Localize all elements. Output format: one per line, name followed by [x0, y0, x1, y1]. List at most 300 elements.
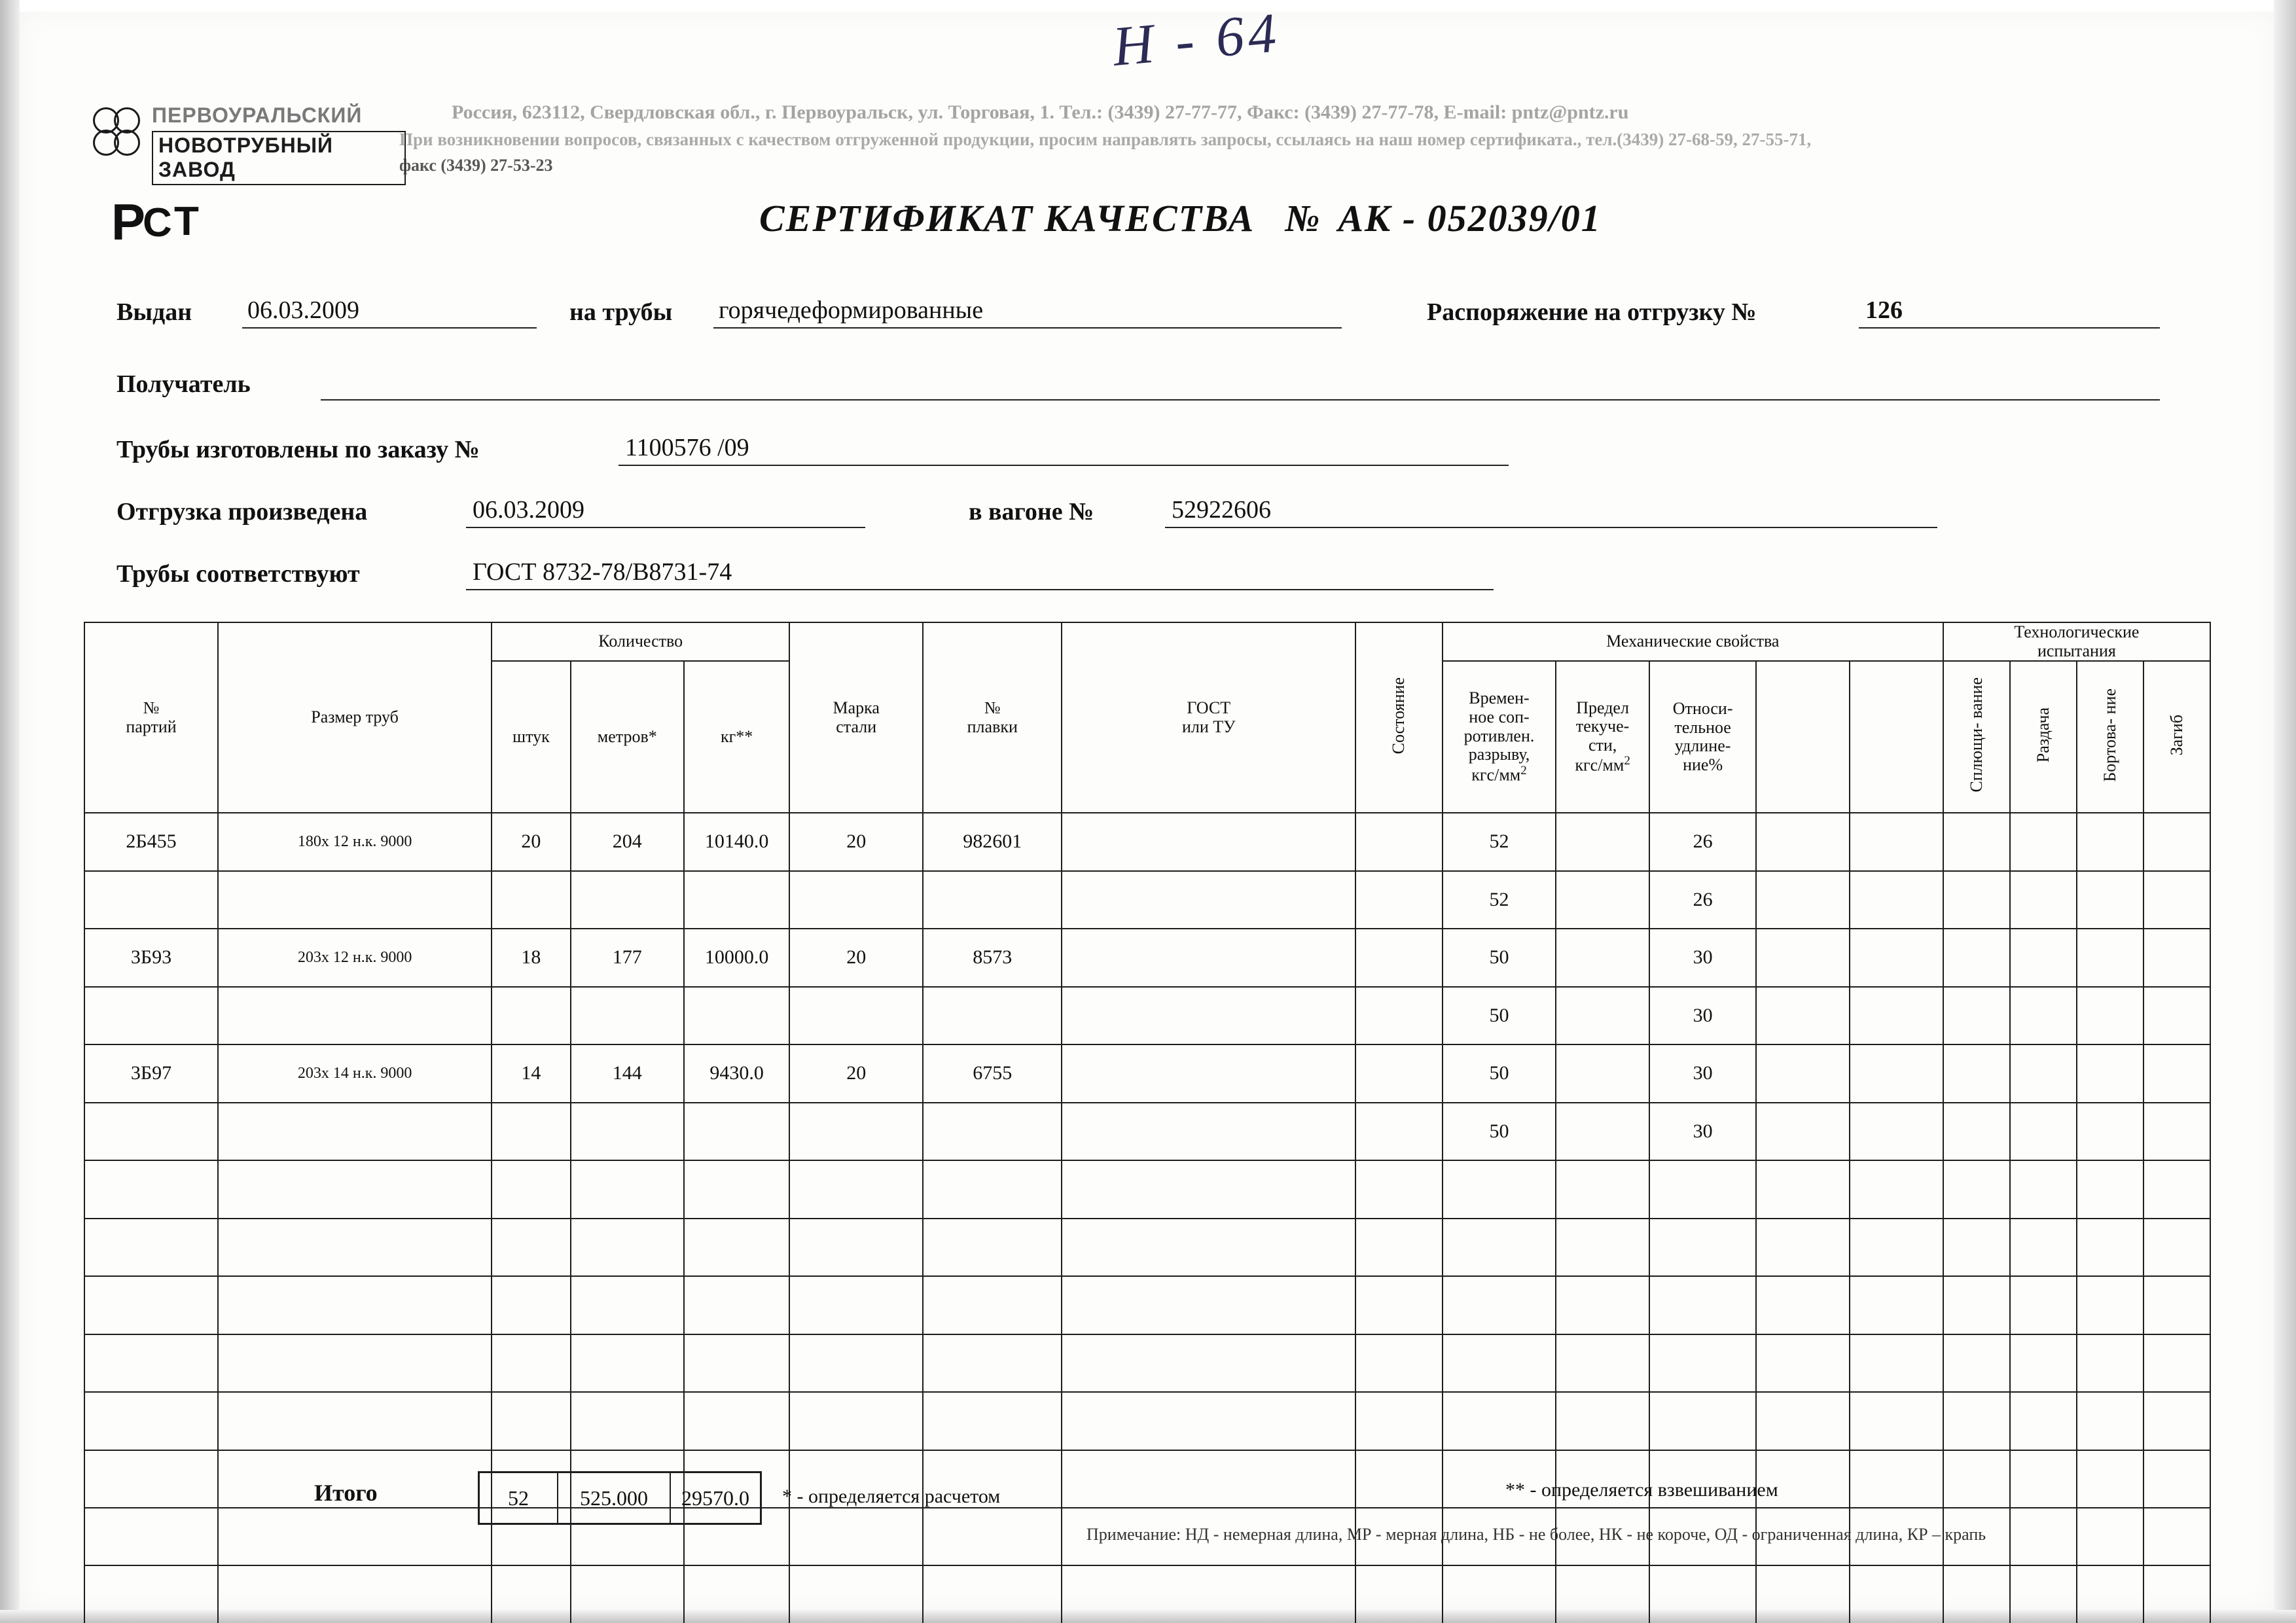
- cell-elongation: [1649, 1565, 1756, 1623]
- cell-meters: [571, 1103, 684, 1160]
- cell-size: 203х 12 н.к. 9000: [218, 929, 492, 986]
- cell-elongation: [1649, 1160, 1756, 1218]
- pipe-data-table: [84, 622, 2211, 1623]
- cell-size: [218, 1508, 492, 1565]
- cell-flattening: [1943, 1103, 2010, 1160]
- cell-kg: [684, 871, 789, 929]
- cell-size: [218, 1565, 492, 1623]
- cell-gost: [1062, 1392, 1355, 1450]
- cell-pieces: 20: [492, 813, 570, 870]
- table-row: [84, 1044, 2210, 1102]
- cell-flattening: [1943, 1276, 2010, 1334]
- cell-expanding: [2010, 1044, 2077, 1102]
- cell-heat-no: [923, 1565, 1062, 1623]
- th-mech-blank-2: [1850, 661, 1943, 813]
- th-flanging: [2077, 661, 2144, 813]
- cell-gost: [1062, 929, 1355, 986]
- cell-meters: [571, 1219, 684, 1276]
- cell-elongation: [1649, 1219, 1756, 1276]
- cell-steel-grade: [789, 1160, 923, 1218]
- cell-state: [1355, 1160, 1443, 1218]
- th-state: [1355, 622, 1443, 813]
- th-mech-blank-1: [1756, 661, 1850, 813]
- cell-pieces: 18: [492, 929, 570, 986]
- totals-kg: 29570.0: [681, 1486, 749, 1510]
- cell-elongation: 30: [1649, 987, 1756, 1044]
- cell-kg: [684, 1565, 789, 1623]
- cell-flattening: [1943, 1565, 2010, 1623]
- th-heat-no: [923, 622, 1062, 813]
- table-row: [84, 871, 2210, 929]
- cell-bending: [2144, 1103, 2210, 1160]
- cell-expanding: [2010, 1565, 2077, 1623]
- th-steel-grade-l1: Марка: [833, 698, 880, 717]
- cell-steel-grade: 20: [789, 1044, 923, 1102]
- cell-flattening: [1943, 1392, 2010, 1450]
- cell-state: [1355, 1334, 1443, 1392]
- cell-expanding: [2010, 929, 2077, 986]
- cell-pieces: [492, 1565, 570, 1623]
- cell-mech-blank-2: [1850, 1044, 1943, 1102]
- cell-expanding: [2010, 1276, 2077, 1334]
- table-body: [84, 813, 2210, 1623]
- company-logo: [92, 103, 406, 181]
- shipping-order-value: 126: [1865, 296, 1903, 324]
- th-flattening: [1943, 661, 2010, 813]
- cell-flattening: [1943, 871, 2010, 929]
- th-yield-l2: текуче-: [1575, 717, 1630, 736]
- cell-yield: [1556, 929, 1649, 986]
- cell-pieces: [492, 1276, 570, 1334]
- totals-box: [478, 1471, 762, 1525]
- table-row: [84, 1450, 2210, 1508]
- cell-elongation: [1649, 1392, 1756, 1450]
- cell-state: [1355, 1276, 1443, 1334]
- cell-heat-no: [923, 1392, 1062, 1450]
- cell-party-no: [84, 987, 218, 1044]
- cell-steel-grade: [789, 1334, 923, 1392]
- th-elong-l2: тельное: [1674, 717, 1731, 737]
- cell-expanding: [2010, 1103, 2077, 1160]
- table-row: [84, 1219, 2210, 1276]
- th-tensile-l4: разрыву,: [1468, 745, 1530, 764]
- cell-mech-blank-1: [1756, 987, 1850, 1044]
- cell-meters: [571, 1160, 684, 1218]
- cell-pieces: [492, 1160, 570, 1218]
- rst-letter-p: Р: [111, 193, 146, 251]
- table-row: [84, 1276, 2210, 1334]
- cell-mech-blank-2: [1850, 1392, 1943, 1450]
- cell-flanging: [2077, 1103, 2144, 1160]
- cell-bending: [2144, 1392, 2210, 1450]
- th-state-label: Состояние: [1389, 677, 1408, 754]
- cell-bending: [2144, 871, 2210, 929]
- cell-yield: [1556, 1276, 1649, 1334]
- cell-mech-blank-1: [1756, 1044, 1850, 1102]
- th-party-no-l2: партий: [126, 717, 177, 736]
- cell-pieces: [492, 871, 570, 929]
- cell-bending: [2144, 813, 2210, 870]
- cell-meters: [571, 871, 684, 929]
- cell-meters: [571, 1392, 684, 1450]
- table-row: [84, 813, 2210, 870]
- cell-meters: [571, 1565, 684, 1623]
- cell-state: [1355, 1103, 1443, 1160]
- cell-party-no: [84, 1276, 218, 1334]
- logo-circles-icon: [92, 107, 145, 160]
- th-tech-tests-l2: испытания: [2037, 641, 2116, 660]
- cell-mech-blank-1: [1756, 1219, 1850, 1276]
- wagon-value: 52922606: [1172, 496, 1271, 524]
- cell-mech-blank-1: [1756, 1103, 1850, 1160]
- cell-expanding: [2010, 1450, 2077, 1508]
- title-text: СЕРТИФИКАТ КАЧЕСТВА: [759, 197, 1255, 240]
- logo-line-2: НОВОТРУБНЫЙ ЗАВОД: [152, 131, 406, 185]
- th-party-no-l1: №: [143, 698, 160, 717]
- th-flatten-l1: Сплющи-: [1966, 722, 1986, 793]
- cell-state: [1355, 929, 1443, 986]
- cell-bending: [2144, 1219, 2210, 1276]
- th-elongation: [1649, 661, 1756, 813]
- cell-gost: [1062, 1044, 1355, 1102]
- cell-tensile: 50: [1443, 929, 1556, 986]
- table-row: [84, 1160, 2210, 1218]
- th-flatten-l2: вание: [1966, 677, 1986, 719]
- pipes-value: горячедеформированные: [719, 296, 984, 324]
- cell-steel-grade: [789, 1565, 923, 1623]
- wagon-rule: [1165, 527, 1937, 528]
- cell-bending: [2144, 929, 2210, 986]
- th-tensile-l3: ротивлен.: [1463, 726, 1535, 745]
- page-title: [759, 196, 1602, 240]
- cell-yield: [1556, 987, 1649, 1044]
- cell-heat-no: [923, 1276, 1062, 1334]
- footnote-single-star: * - определяется расчетом: [782, 1486, 1001, 1507]
- cell-steel-grade: [789, 1276, 923, 1334]
- cell-pieces: [492, 1103, 570, 1160]
- cell-meters: [571, 1276, 684, 1334]
- cell-expanding: [2010, 813, 2077, 870]
- th-bending: [2144, 661, 2210, 813]
- cell-yield: [1556, 1103, 1649, 1160]
- cell-size: [218, 987, 492, 1044]
- cell-kg: [684, 1160, 789, 1218]
- conformance-value: ГОСТ 8732-78/В8731-74: [473, 558, 732, 586]
- issued-value: 06.03.2009: [247, 296, 359, 324]
- cell-flattening: [1943, 813, 2010, 870]
- cell-heat-no: [923, 987, 1062, 1044]
- cell-kg: [684, 1276, 789, 1334]
- cell-state: [1355, 871, 1443, 929]
- th-bend-label: Загиб: [2166, 714, 2186, 756]
- cell-tensile: [1443, 1334, 1556, 1392]
- cell-gost: [1062, 1160, 1355, 1218]
- cell-size: 203х 14 н.к. 9000: [218, 1044, 492, 1102]
- cell-flanging: [2077, 1508, 2144, 1565]
- cell-gost: [1062, 1334, 1355, 1392]
- th-steel-grade-l2: стали: [836, 717, 877, 736]
- cell-party-no: [84, 1508, 218, 1565]
- cell-flanging: [2077, 871, 2144, 929]
- pipes-rule: [713, 327, 1342, 329]
- th-gost: [1062, 622, 1355, 813]
- footnote-note: Примечание: НД - немерная длина, МР - мерная длина, НБ - не более, НК - не короче, ОД - ограниченная длина, КР – крапь: [1086, 1525, 1986, 1544]
- cell-meters: 204: [571, 813, 684, 870]
- totals-label: Итого: [314, 1480, 378, 1506]
- cell-yield: [1556, 1219, 1649, 1276]
- cell-mech-blank-1: [1756, 929, 1850, 986]
- th-tech-tests-l1: Технологические: [2014, 622, 2140, 641]
- cell-expanding: [2010, 1334, 2077, 1392]
- cell-gost: [1062, 1103, 1355, 1160]
- cell-mech-blank-2: [1850, 1450, 1943, 1508]
- cell-flattening: [1943, 987, 2010, 1044]
- cell-pieces: [492, 1392, 570, 1450]
- cell-heat-no: [923, 1219, 1062, 1276]
- cell-mech-blank-2: [1850, 987, 1943, 1044]
- cell-expanding: [2010, 1508, 2077, 1565]
- cell-flattening: [1943, 1334, 2010, 1392]
- cell-flanging: [2077, 1219, 2144, 1276]
- cell-state: [1355, 1044, 1443, 1102]
- cell-steel-grade: [789, 871, 923, 929]
- rst-letter-c: С: [143, 200, 172, 245]
- issued-rule: [242, 327, 537, 329]
- cell-meters: [571, 987, 684, 1044]
- th-yield-l4-wrap: [1556, 755, 1649, 775]
- scan-edge-right: [2274, 0, 2296, 1623]
- cell-kg: 10000.0: [684, 929, 789, 986]
- shipping-order-label: Распоряжение на отгрузку №: [1427, 298, 1757, 326]
- cell-elongation: 30: [1649, 1044, 1756, 1102]
- cell-flattening: [1943, 1219, 2010, 1276]
- rst-certification-mark-icon: [111, 193, 209, 255]
- handwritten-annotation: Н - 64: [1110, 1, 1283, 78]
- cell-elongation: 26: [1649, 871, 1756, 929]
- cell-mech-blank-2: [1850, 871, 1943, 929]
- shipping-order-rule: [1859, 327, 2160, 329]
- cell-bending: [2144, 1160, 2210, 1218]
- cell-gost: [1062, 813, 1355, 870]
- cell-bending: [2144, 1508, 2210, 1565]
- totals-meters: 525.000: [558, 1473, 671, 1523]
- receiver-rule: [321, 399, 2160, 401]
- cell-heat-no: [923, 1508, 1062, 1565]
- th-tensile-l5: кгс/мм: [1471, 765, 1521, 785]
- cell-bending: [2144, 1334, 2210, 1392]
- cell-party-no: [84, 1334, 218, 1392]
- cell-state: [1355, 1450, 1443, 1508]
- cell-party-no: [84, 871, 218, 929]
- cell-party-no: [84, 1565, 218, 1623]
- cell-party-no: [84, 1392, 218, 1450]
- cell-pieces: 14: [492, 1044, 570, 1102]
- cell-flanging: [2077, 1276, 2144, 1334]
- table-row: [84, 1334, 2210, 1392]
- cell-heat-no: 6755: [923, 1044, 1062, 1102]
- issued-label: Выдан: [117, 298, 192, 326]
- cell-flanging: [2077, 1392, 2144, 1450]
- cell-gost: [1062, 871, 1355, 929]
- cell-party-no: [84, 1160, 218, 1218]
- cell-heat-no: [923, 1103, 1062, 1160]
- certificate-number: АК - 052039/01: [1338, 197, 1602, 240]
- footnote-double-star: ** - определяется взвешиванием: [1505, 1479, 1778, 1501]
- order-number-value: 1100576 /09: [625, 434, 749, 461]
- cell-elongation: 30: [1649, 1103, 1756, 1160]
- cell-yield: [1556, 1044, 1649, 1102]
- cell-kg: 10140.0: [684, 813, 789, 870]
- th-meters: метров*: [571, 661, 684, 813]
- th-tensile-l2: ное соп-: [1469, 707, 1530, 726]
- cell-size: [218, 1219, 492, 1276]
- scan-edge-left: [0, 0, 20, 1623]
- cell-tensile: [1443, 1276, 1556, 1334]
- th-yield-l1: Предел: [1576, 698, 1629, 717]
- cell-tensile: 50: [1443, 1044, 1556, 1102]
- cell-pieces: [492, 1219, 570, 1276]
- cell-tensile: 50: [1443, 987, 1556, 1044]
- cell-flanging: [2077, 1450, 2144, 1508]
- th-tensile-strength: [1443, 661, 1556, 813]
- cell-expanding: [2010, 987, 2077, 1044]
- th-tensile-l1: Времен-: [1469, 688, 1530, 708]
- cell-gost: [1062, 1565, 1355, 1623]
- cell-mech-blank-2: [1850, 1334, 1943, 1392]
- th-yield-sup: 2: [1624, 754, 1630, 768]
- cell-party-no: [84, 1450, 218, 1508]
- cell-elongation: [1649, 1334, 1756, 1392]
- cell-mech-blank-1: [1756, 1565, 1850, 1623]
- cell-steel-grade: [789, 1103, 923, 1160]
- conformance-rule: [466, 589, 1494, 590]
- cell-party-no: 2Б455: [84, 813, 218, 870]
- cell-yield: [1556, 1565, 1649, 1623]
- th-pieces: штук: [492, 661, 570, 813]
- th-flange-l2: ние: [2100, 688, 2119, 714]
- cell-heat-no: [923, 1334, 1062, 1392]
- cell-bending: [2144, 987, 2210, 1044]
- cell-mech-blank-2: [1850, 1219, 1943, 1276]
- cell-pieces: [492, 987, 570, 1044]
- cell-party-no: 3Б97: [84, 1044, 218, 1102]
- cell-size: [218, 1160, 492, 1218]
- cell-yield: [1556, 813, 1649, 870]
- cell-tensile: [1443, 1219, 1556, 1276]
- th-flange-l1: Бортова-: [2100, 718, 2119, 782]
- cell-heat-no: [923, 871, 1062, 929]
- cell-flanging: [2077, 1044, 2144, 1102]
- pipes-label: на трубы: [569, 298, 673, 326]
- wagon-label: в вагоне №: [969, 498, 1094, 526]
- th-mech-props: Механические свойства: [1443, 622, 1943, 661]
- cell-steel-grade: [789, 1219, 923, 1276]
- receiver-label: Получатель: [117, 370, 251, 398]
- cell-mech-blank-1: [1756, 1392, 1850, 1450]
- cell-yield: [1556, 1392, 1649, 1450]
- cell-gost: [1062, 987, 1355, 1044]
- cell-steel-grade: [789, 1508, 923, 1565]
- th-steel-grade: [789, 622, 923, 813]
- cell-kg: [684, 1103, 789, 1160]
- table-row: [84, 987, 2210, 1044]
- th-size: Размер труб: [218, 622, 492, 813]
- cell-flanging: [2077, 1565, 2144, 1623]
- order-number-label: Трубы изготовлены по заказу №: [117, 436, 480, 463]
- cell-state: [1355, 987, 1443, 1044]
- cell-steel-grade: [789, 1392, 923, 1450]
- th-kg: кг**: [684, 661, 789, 813]
- th-party-no: [84, 622, 218, 813]
- cell-size: [218, 871, 492, 929]
- cell-flanging: [2077, 813, 2144, 870]
- table-row: [84, 929, 2210, 986]
- cell-yield: [1556, 1334, 1649, 1392]
- cell-flattening: [1943, 1160, 2010, 1218]
- cell-size: [218, 1276, 492, 1334]
- cell-size: [218, 1103, 492, 1160]
- cell-flattening: [1943, 1044, 2010, 1102]
- cell-bending: [2144, 1044, 2210, 1102]
- cell-flanging: [2077, 1160, 2144, 1218]
- cell-mech-blank-2: [1850, 929, 1943, 986]
- cell-mech-blank-2: [1850, 1565, 1943, 1623]
- cell-mech-blank-1: [1756, 1334, 1850, 1392]
- cell-elongation: [1649, 1276, 1756, 1334]
- cell-state: [1355, 1565, 1443, 1623]
- cell-steel-grade: [789, 987, 923, 1044]
- th-elong-l3: удлине-: [1674, 736, 1731, 756]
- cell-flattening: [1943, 1450, 2010, 1508]
- cell-state: [1355, 1392, 1443, 1450]
- cell-meters: 177: [571, 929, 684, 986]
- table-row: [84, 1103, 2210, 1160]
- th-quantity: Количество: [492, 622, 789, 661]
- th-tech-tests: [1943, 622, 2210, 661]
- cell-party-no: [84, 1103, 218, 1160]
- th-expand-label: Раздача: [2033, 707, 2053, 762]
- cell-heat-no: [923, 1160, 1062, 1218]
- cell-yield: [1556, 871, 1649, 929]
- cell-party-no: 3Б93: [84, 929, 218, 986]
- cell-state: [1355, 813, 1443, 870]
- cell-mech-blank-1: [1756, 813, 1850, 870]
- company-quality-note: При возникновении вопросов, связанных с качеством отгруженной продукции, просим направлять запросы, ссылаясь на наш номер сертификата., тел.(3439) 27-68-59, 27-55-71,: [399, 130, 1812, 149]
- th-yield-l4: кгс/мм: [1575, 756, 1624, 776]
- cell-mech-blank-1: [1756, 871, 1850, 929]
- cell-tensile: [1443, 1565, 1556, 1623]
- cell-gost: [1062, 1219, 1355, 1276]
- company-address: Россия, 623112, Свердловская обл., г. Первоуральск, ул. Торговая, 1. Тел.: (3439) 27-77-77, Факс: (3439) 27-77-78, E-mail: pntz@pntz.ru: [452, 101, 1629, 123]
- cell-size: 180х 12 н.к. 9000: [218, 813, 492, 870]
- order-number-rule: [619, 465, 1509, 466]
- th-gost-l1: ГОСТ: [1187, 698, 1231, 717]
- cell-flanging: [2077, 929, 2144, 986]
- th-tensile-l5-wrap: [1443, 764, 1555, 785]
- cell-expanding: [2010, 1160, 2077, 1218]
- cell-size: [218, 1334, 492, 1392]
- cell-flattening: [1943, 929, 2010, 986]
- cell-steel-grade: 20: [789, 813, 923, 870]
- th-expanding: [2010, 661, 2077, 813]
- cell-party-no: [84, 1219, 218, 1276]
- cell-tensile: 50: [1443, 1103, 1556, 1160]
- cell-flanging: [2077, 987, 2144, 1044]
- cell-tensile: 52: [1443, 813, 1556, 870]
- shipment-value: 06.03.2009: [473, 496, 584, 524]
- cell-gost: [1062, 1276, 1355, 1334]
- cell-elongation: 30: [1649, 929, 1756, 986]
